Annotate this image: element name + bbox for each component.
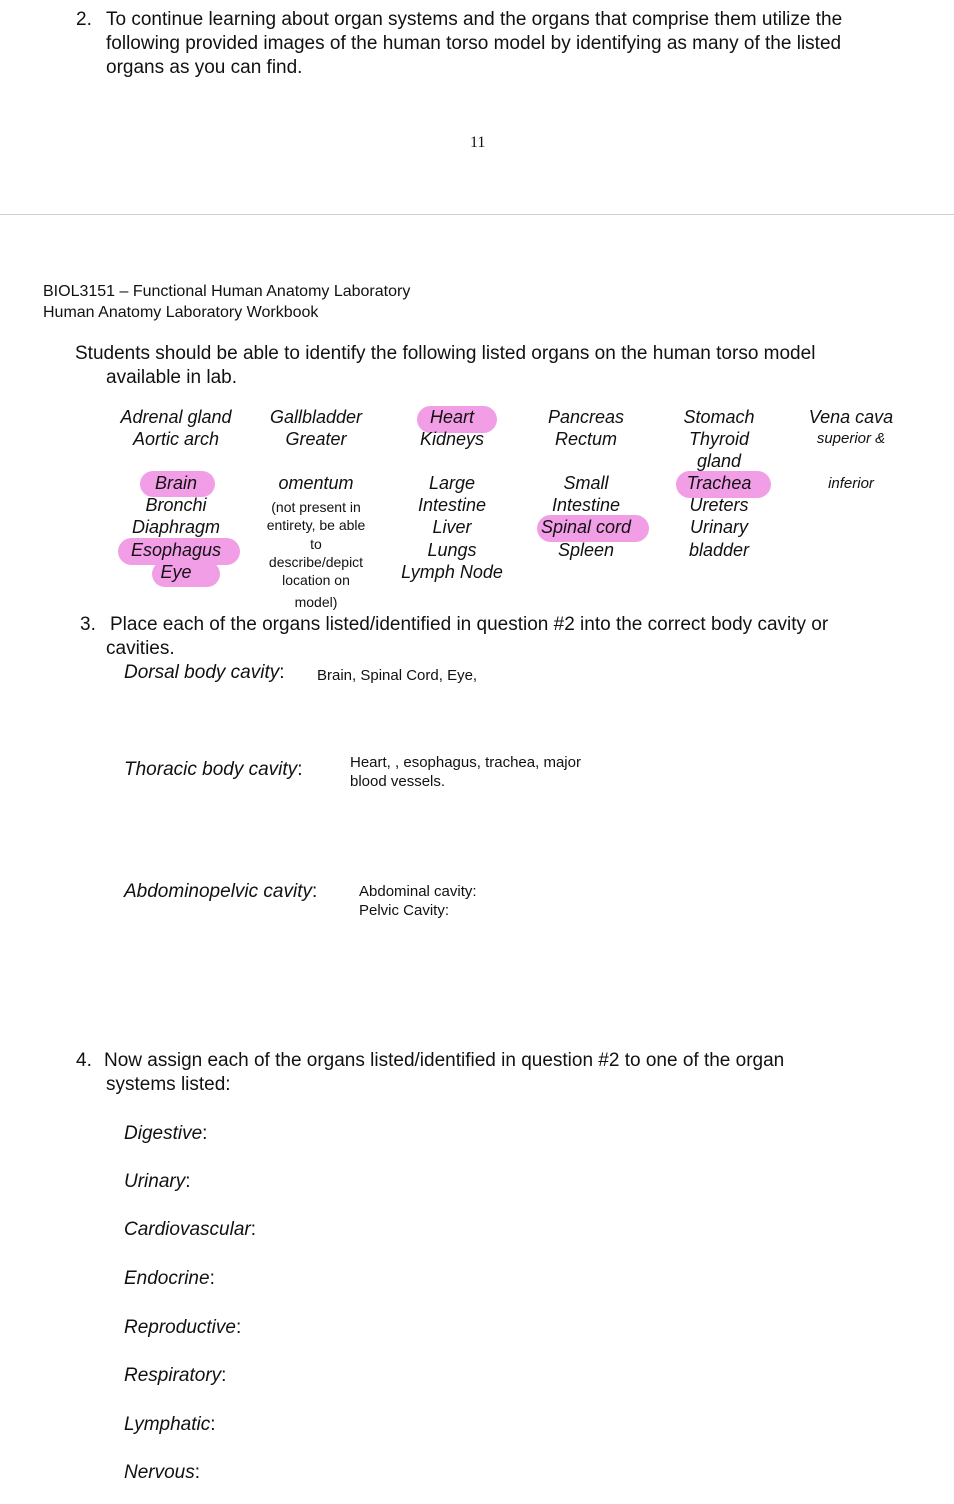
organ-lymph-node: Lymph Node [401, 562, 503, 582]
system-respiratory: Respiratory: [124, 1365, 227, 1386]
omentum-note-5: location on [282, 572, 350, 588]
organ-thyroid: Thyroid [688, 429, 750, 449]
organ-rectum: Rectum [554, 429, 617, 449]
organ-vena-cava-inferior: inferior [828, 475, 874, 492]
pelvic-cavity-answer[interactable]: Pelvic Cavity: [359, 902, 450, 919]
organ-greater: Greater [285, 429, 347, 449]
organ-vena-cava: Vena cava [808, 407, 894, 427]
omentum-note-2: entirety, be able [266, 517, 366, 533]
q4-line-1: Now assign each of the organs listed/identified in question #2 to one of the organ [104, 1050, 785, 1071]
organ-liver: Liver [432, 517, 472, 537]
organ-kidneys: Kidneys [419, 429, 485, 449]
omentum-note-6: model) [294, 594, 338, 610]
thoracic-cavity-label: Thoracic body cavity: [124, 759, 303, 780]
organ-diaphragm: Diaphragm [131, 517, 221, 537]
organ-thyroid-gland: gland [696, 451, 742, 471]
organ-esophagus: Esophagus [130, 540, 222, 560]
q3-line-1: Place each of the organs listed/identified in question #2 into the correct body cavity or [110, 614, 829, 635]
q2-number: 2. [76, 9, 92, 30]
intro-line-1: Students should be able to identify the following listed organs on the human torso model [75, 343, 816, 364]
system-lymphatic: Lymphatic: [124, 1414, 216, 1435]
thoracic-cavity-answer-2[interactable]: blood vessels. [350, 773, 446, 790]
organ-trachea: Trachea [686, 473, 752, 493]
system-cardiovascular: Cardiovascular: [124, 1219, 257, 1240]
organ-spinal-cord: Spinal cord [540, 517, 632, 537]
q4-number: 4. [76, 1050, 92, 1071]
system-endocrine: Endocrine: [124, 1268, 215, 1289]
page-number: 11 [470, 134, 486, 151]
dorsal-cavity-label: Dorsal body cavity: [124, 662, 285, 683]
organ-bronchi: Bronchi [145, 495, 207, 515]
q4-line-2: systems listed: [106, 1074, 231, 1095]
organ-urinary-bladder: bladder [688, 540, 750, 560]
organ-eye: Eye [160, 562, 192, 582]
system-reproductive: Reproductive: [124, 1317, 242, 1338]
abdominal-cavity-answer[interactable]: Abdominal cavity: [359, 883, 477, 900]
thoracic-cavity-answer-1[interactable]: Heart, , esophagus, trachea, major [350, 754, 581, 771]
organ-pancreas: Pancreas [547, 407, 625, 427]
q2-line-2: following provided images of the human torso model by identifying as many of the listed [106, 33, 842, 54]
abdominopelvic-cavity-label: Abdominopelvic cavity: [124, 881, 318, 902]
dorsal-cavity-answer[interactable]: Brain, Spinal Cord, Eye, [317, 667, 478, 684]
omentum-note-1: (not present in [271, 499, 361, 515]
system-digestive: Digestive: [124, 1123, 208, 1144]
organ-aortic-arch: Aortic arch [132, 429, 220, 449]
omentum-note-3: to [310, 536, 322, 552]
q2-line-1: To continue learning about organ systems and the organs that comprise them utilize the [106, 9, 843, 30]
organ-gallbladder: Gallbladder [269, 407, 363, 427]
organ-omentum: omentum [278, 473, 354, 493]
q2-line-3: organs as you can find. [106, 57, 303, 78]
organ-ureters: Ureters [689, 495, 749, 515]
organ-spleen: Spleen [557, 540, 615, 560]
organ-heart: Heart [429, 407, 474, 427]
system-nervous: Nervous: [124, 1462, 201, 1483]
organ-small: Small [563, 473, 609, 493]
intro-line-2: available in lab. [106, 367, 237, 388]
system-urinary: Urinary: [124, 1171, 191, 1192]
organ-vena-cava-superior: superior & [816, 430, 886, 447]
page-divider [0, 214, 954, 215]
organ-urinary: Urinary [689, 517, 748, 537]
organ-large: Large [428, 473, 476, 493]
organ-brain: Brain [154, 473, 198, 493]
organ-small-intestine: Intestine [551, 495, 621, 515]
organ-adrenal-gland: Adrenal gland [120, 407, 232, 427]
q3-number: 3. [80, 614, 96, 635]
course-title: BIOL3151 – Functional Human Anatomy Laboratory [43, 283, 411, 300]
organ-lungs: Lungs [427, 540, 477, 560]
q3-line-2: cavities. [106, 638, 175, 659]
workbook-title: Human Anatomy Laboratory Workbook [43, 304, 319, 321]
organ-stomach: Stomach [683, 407, 755, 427]
organ-large-intestine: Intestine [417, 495, 487, 515]
omentum-note-4: describe/depict [268, 554, 364, 570]
